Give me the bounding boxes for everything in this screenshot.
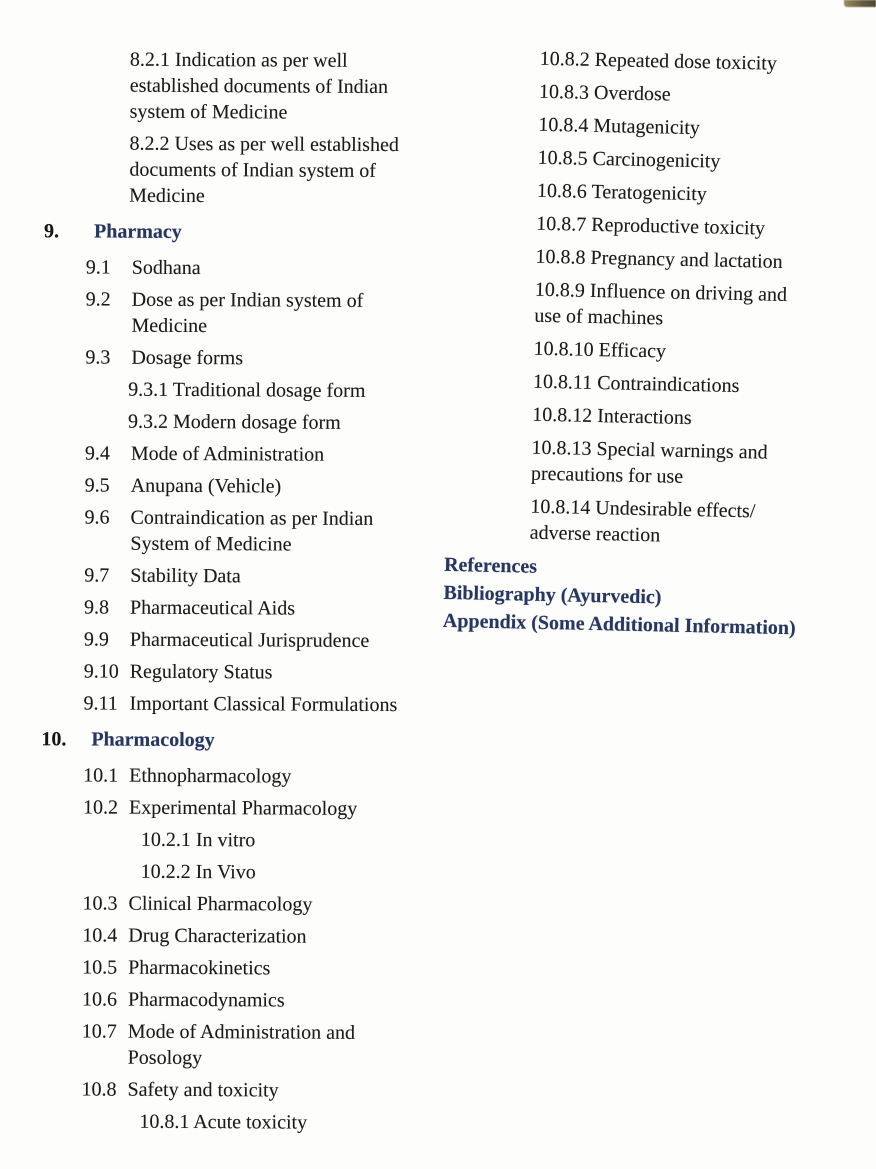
toc-entry [82,890,457,918]
toc-entry-number: 10.8.12 [532,403,593,427]
toc-entry-label: Overdose [593,81,671,106]
toc-entry [84,504,459,558]
toc-entry-label: Stability Data [130,564,241,588]
toc-entry-number: 9.4 [84,442,110,465]
toc-entry [82,1018,457,1072]
toc-entry-label: Mutagenicity [593,114,701,140]
toc-entry-label: Pharmaceutical Aids [130,596,296,620]
toc-entry [530,494,866,553]
toc-entry [81,1076,456,1104]
toc-entry-label: Carcinogenicity [592,147,721,173]
toc-entry [83,762,458,790]
toc-entry-number: 10.8.4 [538,113,589,137]
references-heading: References [443,553,538,578]
toc-entry-label: Contraindications [596,372,740,398]
toc-entry-label: Pharmacodynamics [127,988,285,1012]
toc-entry [128,409,460,437]
toc-entry-label: Important Classical Formulations [129,692,398,717]
toc-entry [537,145,872,178]
toc-entry [531,435,867,494]
toc-entry-label: Pregnancy and lactation [590,246,783,273]
toc-entry-number: 10.8 [81,1078,117,1101]
toc-entry [533,369,868,402]
toc-entry [83,794,458,822]
toc-entry-number: 10.4 [82,924,118,947]
toc-entry-number: 9.1 [85,256,111,279]
toc-entry-number: 9.6 [84,506,110,529]
toc-entry-label: Anupana (Vehicle) [130,474,282,498]
toc-entry-number: 10.8.2 [539,47,590,71]
toc-entry [84,658,459,686]
toc-entry-label: Mode of Administration [130,442,325,466]
toc-entry-label: Undesirable effects/ adverse reaction [529,497,756,547]
toc-entry-label: Reproductive toxicity [591,213,766,240]
toc-entry-label: In vitro [195,829,256,852]
toc-entry-number: 10.8.7 [536,212,587,236]
toc-entry-number: 10.5 [82,956,118,979]
toc-entry-number: 9.3 [85,346,111,369]
toc-entry-number: 10.1 [83,764,119,787]
toc-entry [537,178,872,211]
toc-entry [538,112,873,145]
toc-entry-number: 10.8.11 [532,370,593,394]
toc-entry-label: Efficacy [598,339,667,363]
toc-entry-number: 9.8 [84,596,110,619]
toc-entry-number: 10.6 [81,988,118,1011]
toc-entry [82,986,457,1014]
toc-entry-number: 10.8.9 [534,278,586,302]
toc-entry-number: 9.9 [83,628,109,651]
toc-entry [84,562,459,590]
toc-entry-label: Indication as per well established documents of Indian system of Medicine [129,48,389,124]
toc-entry-label: Contraindication as per Indian System of Medicine [130,506,374,556]
toc-entry-label: Uses as per well established documents of Indian system of Medicine [129,132,399,208]
toc-entry-label: Interactions [597,405,692,430]
toc-entry-number: 9.3.1 [128,378,169,401]
toc-entry-label: Mode of Administration and Posology [127,1020,356,1070]
toc-entry-label: Ethnopharmacology [129,764,292,788]
toc-entry-number: 9.2 [85,288,111,311]
toc-entry-number: 10.2.1 [140,828,191,852]
toc-entry-number: 10.8.8 [535,245,586,269]
toc-entry-number: 10.2.2 [140,860,191,884]
toc-entry [141,859,458,887]
toc-entry-label: Pharmacokinetics [128,956,271,980]
toc-entry-label: Drug Characterization [128,924,307,948]
toc-entry [129,131,451,211]
toc-entry-label: Clinical Pharmacology [128,892,313,916]
end-matter [443,552,865,644]
toc-entry-number: 10.2 [82,796,119,819]
toc-entry [533,336,868,369]
toc-entry [130,47,442,127]
toc-entry-number: 10.8.14 [530,495,591,519]
toc-entry [539,79,874,112]
toc-entry [86,254,461,282]
toc-entry-label: Repeated dose toxicity [594,48,778,75]
section-number: 10. [41,728,67,751]
toc-entry-number: 10.8.10 [533,337,594,361]
toc-entry [83,690,458,718]
toc-entry-label: Dosage forms [131,346,244,370]
toc-entry-number: 10.7 [81,1020,117,1043]
toc-entry [85,472,460,500]
toc-entry-number: 9.5 [84,474,110,497]
toc-entry-label: Acute toxicity [193,1111,308,1134]
toc-entry [84,594,459,622]
toc-entry-number: 8.2.1 [129,48,170,71]
toc-entry [85,286,460,340]
toc-entry-number: 9.7 [84,564,110,587]
toc-entry-label: Experimental Pharmacology [128,796,358,820]
toc-right-column [443,44,875,645]
appendix-heading: Appendix (Some Additional Information) [442,609,796,640]
toc-left-column [0,46,462,1142]
toc-entry [139,1109,456,1137]
toc-entry [128,377,460,405]
toc-entry-number: 9.11 [83,692,118,715]
toc-entry [85,440,460,468]
toc-entry-number: 9.3.2 [127,410,169,433]
toc-entry-label: Traditional dosage form [172,378,366,402]
toc-entry-label: Influence on driving and use of machines [534,279,788,330]
toc-entry-number: 10.8.5 [537,146,588,170]
toc-entry-number: 10.3 [82,892,118,915]
section-heading-pharmacy [44,218,461,246]
toc-entry-label: Teratogenicity [591,180,707,206]
toc-entry-label: Pharmaceutical Jurisprudence [129,628,370,652]
section-number: 9. [43,220,60,243]
toc-entry [539,46,874,79]
toc-entry [141,827,458,855]
toc-entry [84,626,459,654]
toc-entry [536,211,871,244]
toc-entry-label: Dose as per Indian system of Medicine [131,288,364,338]
toc-entry-label: Sodhana [131,256,201,280]
toc-entry-number: 8.2.2 [129,132,170,155]
scan-artifact [844,0,876,7]
toc-entry [85,344,460,372]
toc-entry [534,277,870,336]
toc-entry-label: In Vivo [195,861,256,884]
toc-entry-label: Special warnings and precautions for use [530,438,768,488]
toc-entry-label: Modern dosage form [172,410,341,434]
toc-entry-number: 10.8.13 [531,436,592,460]
bibliography-heading: Bibliography (Ayurvedic) [443,581,662,609]
toc-entry [535,244,870,277]
toc-entry-number: 10.8.3 [538,80,590,104]
toc-entry-number: 10.8.6 [536,179,588,203]
toc-entry-number: 9.10 [83,660,119,683]
toc-entry [82,954,457,982]
toc-entry-label: Safety and toxicity [127,1078,279,1102]
section-title: Pharmacology [91,728,215,752]
section-title: Pharmacy [93,220,182,243]
toc-entry [82,922,457,950]
toc-entry [532,402,867,435]
section-heading-pharmacology [41,726,458,754]
toc-entry-number: 10.8.1 [139,1110,190,1134]
toc-entry-label: Regulatory Status [129,660,273,684]
